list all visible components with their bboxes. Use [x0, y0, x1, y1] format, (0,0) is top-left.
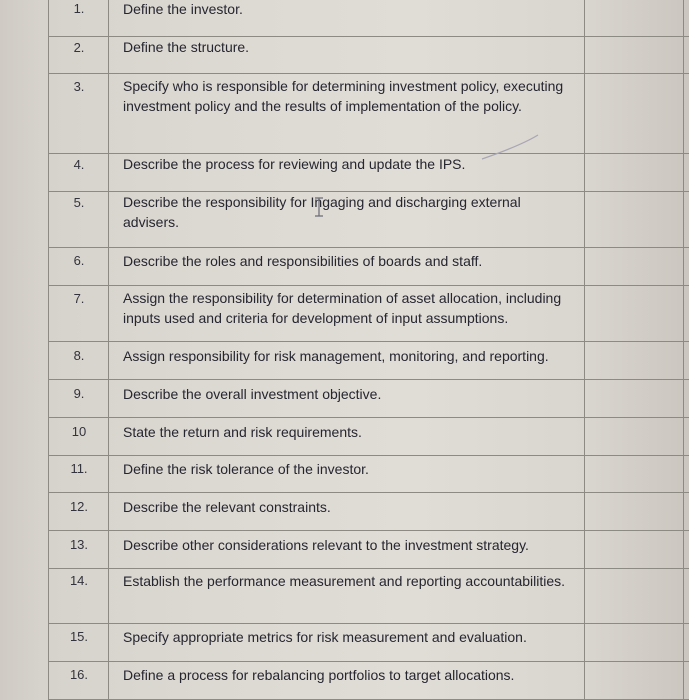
row-description: Describe the responsibility for Ingaging and discharging external advisers.: [123, 194, 521, 230]
row-description: Describe the process for reviewing and update the IPS.: [123, 156, 466, 172]
row-divider: [48, 36, 689, 37]
row-number: 4.: [73, 157, 85, 172]
row-number: 14.: [69, 573, 89, 588]
row-number: 7.: [73, 291, 85, 306]
row-number: 13.: [69, 537, 89, 552]
row-divider: [48, 530, 689, 531]
row-divider: [48, 661, 689, 662]
row-description: Define the structure.: [123, 39, 250, 55]
row-divider: [48, 417, 689, 418]
row-number: 1.: [73, 1, 85, 16]
row-number: 15.: [69, 629, 89, 644]
row-description: Describe the overall investment objective.: [123, 386, 382, 402]
row-divider: [48, 455, 689, 456]
row-divider: [48, 379, 689, 380]
row-description: Assign the responsibility for determination of asset allocation, including inputs used and criteria for development of input assumptions.: [123, 290, 562, 326]
row-number: 16.: [69, 667, 89, 682]
row-divider: [48, 568, 689, 569]
row-description: Specify who is responsible for determining investment policy, executing investment policy and the results of implementation of the policy.: [123, 78, 564, 114]
row-description: Specify appropriate metrics for risk measurement and evaluation.: [123, 629, 527, 645]
table-left-border: [48, 0, 49, 700]
row-description: Describe other considerations relevant to the investment strategy.: [123, 537, 529, 553]
row-description: Assign responsibility for risk management, monitoring, and reporting.: [123, 348, 549, 364]
pen-stroke-mark: [480, 125, 560, 165]
row-divider: [48, 73, 689, 74]
number-column-divider: [108, 0, 109, 700]
row-description: State the return and risk requirements.: [123, 424, 362, 440]
row-divider: [48, 247, 689, 248]
row-number: 3.: [73, 79, 85, 94]
row-number: 10: [71, 424, 87, 439]
row-number: 6.: [73, 253, 85, 268]
row-description: Define the risk tolerance of the investor.: [123, 461, 369, 477]
row-number: 2.: [73, 40, 85, 55]
row-number: 5.: [73, 195, 85, 210]
row-description: Describe the roles and responsibilities of boards and staff.: [123, 253, 483, 269]
row-description: Define a process for rebalancing portfolios to target allocations.: [123, 667, 515, 683]
row-number: 9.: [73, 386, 85, 401]
row-divider: [48, 191, 689, 192]
text-cursor-mark: [312, 195, 326, 219]
row-description: Establish the performance measurement and reporting accountabilities.: [123, 573, 566, 589]
row-divider: [48, 492, 689, 493]
row-number: 11.: [70, 461, 88, 476]
table-right-border: [683, 0, 684, 700]
row-divider: [48, 623, 689, 624]
row-divider: [48, 285, 689, 286]
row-description: Describe the relevant constraints.: [123, 499, 331, 515]
row-divider: [48, 341, 689, 342]
row-description: Define the investor.: [123, 1, 243, 17]
row-number: 8.: [73, 348, 85, 363]
row-divider: [48, 153, 689, 154]
row-number: 12.: [69, 499, 89, 514]
description-column-divider: [584, 0, 585, 700]
